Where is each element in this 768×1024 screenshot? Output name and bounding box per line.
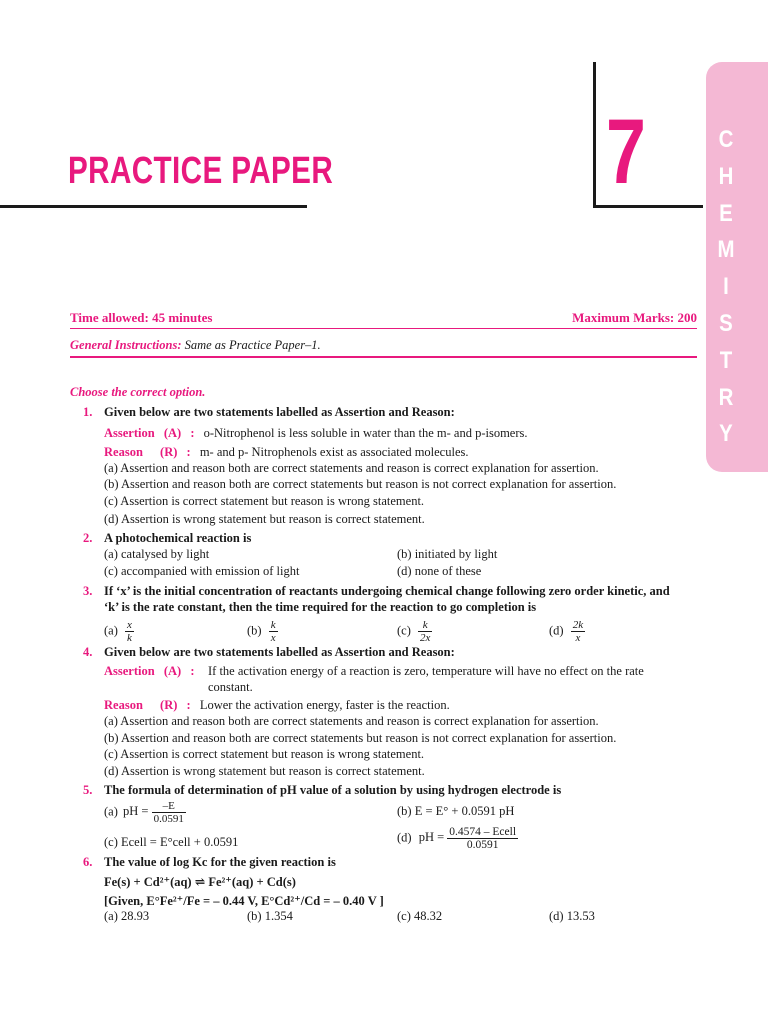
option-d: (d) 13.53 [549, 909, 595, 923]
question-number: 2. [83, 531, 93, 545]
assertion-line: Assertion (A) : o-Nitrophenol is less soluble in water than the m- and p-isomers. [104, 426, 528, 440]
option-b: (b) 1.354 [247, 909, 293, 923]
reason-tag: (R) [160, 445, 178, 459]
option-d: (d) none of these [397, 564, 482, 578]
fraction: $\frac{k}{2x}$ [420, 619, 431, 644]
general-instructions [70, 338, 321, 353]
assertion-line: Assertion (A) : [104, 664, 195, 678]
option-label: (b) [247, 623, 262, 638]
instructions-rule [70, 356, 697, 358]
reason-tag: (R) [160, 698, 178, 712]
option-label: (d) [397, 830, 412, 845]
assertion-text-line1: If the activation energy of a reaction is zero, temperature will have no effect on the rate [208, 664, 644, 678]
subject-tab-letters [706, 122, 746, 453]
fraction: $\frac{k}{x}$ [270, 619, 276, 644]
formula-lhs: pH = [123, 804, 149, 819]
assertion-label: Assertion [104, 426, 155, 440]
question-text: A photochemical reaction is [104, 531, 252, 545]
question-text: The value of log Kc for the given reaction is [104, 855, 336, 869]
option-label: (a) [104, 623, 118, 638]
maximum-marks: Maximum Marks: 200 [572, 310, 697, 325]
instructions-text: Same as Practice Paper–1. [184, 338, 321, 352]
option-c [397, 619, 432, 644]
option-label: (c) [397, 623, 411, 638]
subject-letter: E [719, 199, 733, 227]
reason-text: Lower the activation energy, faster is the reaction. [199, 698, 450, 712]
option-a [104, 619, 134, 644]
question-number: 6. [83, 855, 93, 869]
question-number: 4. [83, 645, 93, 659]
subject-letter: Y [719, 420, 733, 448]
option-label: (a) [104, 804, 118, 819]
subject-letter: I [723, 273, 729, 301]
option-c: (c) Ecell = E°cell + 0.0591 [104, 835, 239, 849]
subject-letter: T [719, 346, 733, 374]
fraction: $\frac{\text{0.4574 – Ecell}}{0.0591}$ [449, 826, 517, 851]
header-rule [70, 328, 697, 329]
subject-letter: S [719, 309, 733, 337]
option-d [397, 826, 518, 851]
option-b [247, 619, 278, 644]
option-a: (a) 28.93 [104, 909, 150, 923]
subject-letter: M [717, 236, 735, 264]
paper-number: 7 [606, 101, 646, 203]
option-d: (d) Assertion is wrong statement but reason is correct statement. [104, 512, 425, 526]
option-d: (d) Assertion is wrong statement but reason is correct statement. [104, 764, 425, 778]
option-b: (b) Assertion and reason both are correct statements but reason is not correct explanation for assertion. [104, 731, 617, 745]
subject-letter: H [718, 162, 734, 190]
question-number: 3. [83, 584, 93, 598]
question-number: 1. [83, 405, 93, 419]
option-label: (d) [549, 623, 564, 638]
time-allowed: Time allowed: 45 minutes [70, 310, 213, 325]
page-title: PRACTICE PAPER [68, 150, 334, 192]
assertion-tag: (A) [163, 426, 182, 440]
reaction-equation: Fe(s) + Cd²⁺(aq) ⇌ Fe²⁺(aq) + Cd(s) [104, 875, 296, 889]
question-text: Given below are two statements labelled as Assertion and Reason: [104, 645, 455, 659]
question-text-line1: If ‘x’ is the initial concentration of reactants undergoing chemical change following zero order kinetic, and [104, 584, 670, 598]
assertion-text-line2: constant. [208, 680, 253, 694]
option-c: (c) Assertion is correct statement but reason is wrong statement. [104, 494, 425, 508]
option-c: (c) accompanied with emission of light [104, 564, 300, 578]
question-number: 5. [83, 783, 93, 797]
reason-line: Reason (R) : Lower the activation energy, faster is the reaction. [104, 698, 450, 712]
reason-text: m- and p- Nitrophenols exist as associated molecules. [199, 445, 469, 459]
fraction: $\frac{2k}{x}$ [572, 619, 584, 644]
fraction: $\frac{x}{k}$ [127, 619, 132, 644]
option-d [549, 619, 585, 644]
number-frame-line [593, 62, 596, 208]
option-a: (a) Assertion and reason both are correct statements and reason is correct explanation for assertion. [104, 461, 599, 475]
formula-lhs: pH = [418, 830, 445, 845]
assertion-text: o-Nitrophenol is less soluble in water than the m- and p-isomers. [203, 426, 528, 440]
option-a [104, 800, 186, 825]
subject-letter: C [718, 126, 734, 153]
option-b: (b) E = E° + 0.0591 pH [397, 804, 515, 818]
question-text-line2: ‘k’ is the rate constant, then the time required for the reaction to go completion is [104, 600, 537, 614]
assertion-tag: (A) [163, 664, 182, 678]
subject-letter: R [718, 383, 734, 411]
choose-heading: Choose the correct option. [70, 385, 206, 399]
option-a: (a) Assertion and reason both are correct statements and reason is correct explanation for assertion. [104, 714, 599, 728]
reason-line: Reason (R) : m- and p- Nitrophenols exist as associated molecules. [104, 445, 469, 459]
option-c: (c) Assertion is correct statement but reason is wrong statement. [104, 747, 425, 761]
instructions-label: General Instructions: [70, 338, 182, 352]
option-b: (b) initiated by light [397, 547, 498, 561]
option-b: (b) Assertion and reason both are correct statements but reason is not correct explanation for assertion. [104, 477, 617, 491]
option-c: (c) 48.32 [397, 909, 443, 923]
reason-label: Reason [104, 698, 143, 712]
question-text: The formula of determination of pH value of a solution by using hydrogen electrode is [104, 783, 562, 797]
number-frame-bottom [593, 205, 703, 208]
option-a: (a) catalysed by light [104, 547, 210, 561]
reason-label: Reason [104, 445, 143, 459]
question-text: Given below are two statements labelled as Assertion and Reason: [104, 405, 455, 419]
fraction: $\frac{-E}{0.0591}$ [153, 800, 184, 825]
assertion-label: Assertion [104, 664, 155, 678]
given-data: [Given, E°Fe²⁺/Fe = – 0.44 V, E°Cd²⁺/Cd = – 0.40 V ] [104, 894, 384, 908]
title-underline [0, 205, 307, 208]
